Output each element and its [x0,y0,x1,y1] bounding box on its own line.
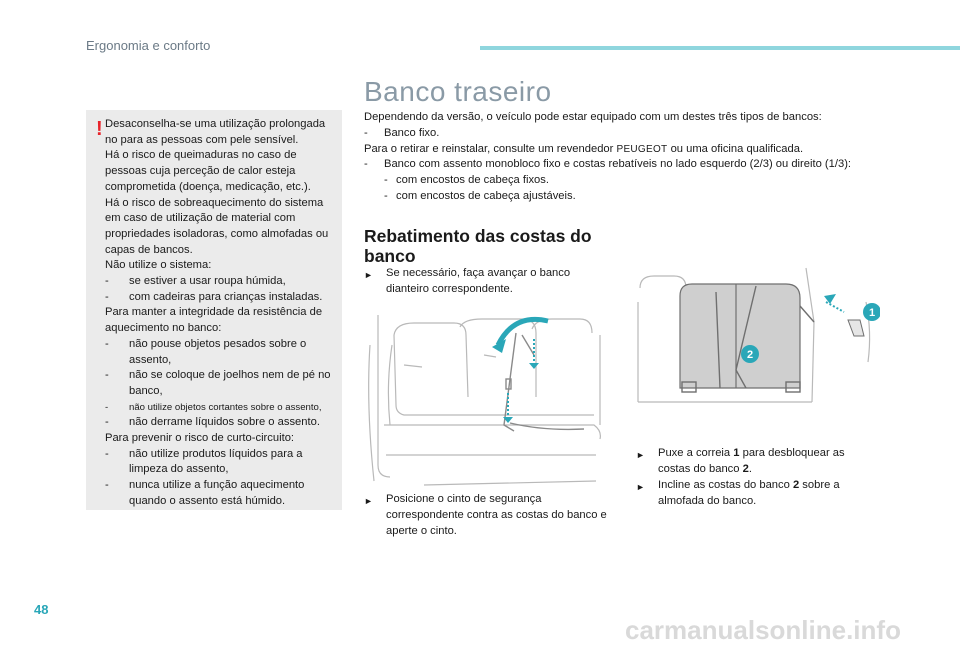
step-4: ► Incline as costas do banco 2 sobre a almofada do banco. [636,478,876,510]
callout-label-2: 2 [746,349,754,361]
section-intro [364,110,914,205]
step-1: ► Se necessário, faça avançar o banco dianteiro correspondente. [364,266,614,298]
list-subitem: - com encostos de cabeça fixos. [384,174,549,187]
watermark: carmanualsonline.info [625,615,901,645]
chapter-title: Ergonomia e conforto [86,38,211,53]
warning-line: Não utilize o sistema: [105,259,212,272]
list-item: - se estiver a usar roupa húmida, [105,275,286,288]
list-item: - com cadeiras para crianças instaladas. [105,290,323,303]
warning-line: Para prevenir o risco de curto-circuito: [105,432,295,445]
step-2: ► Posicione o cinto de segurança correspondente contra as costas do banco e aperte o cinto. [364,492,619,539]
seat-unlock-illustration [636,262,880,420]
list-item: - não se coloque de joelhos nem de pé no banco, [105,369,331,397]
list-subitem: - com encostos de cabeça ajustáveis. [384,189,576,202]
arrow-icon: ► [364,496,373,506]
subsection-title: Rebatimento das costas do banco [364,226,592,266]
intro-text: Dependendo da versão, o veículo pode estar equipado com um destes três tipos de bancos: [364,111,822,123]
chapter-accent-bar [480,46,960,50]
step-3: ► Puxe a correia 1 para desbloquear as costas do banco 2. [636,446,876,478]
seat-belt-illustration [364,305,604,487]
warning-text [105,117,337,510]
list-item: - Banco fixo. [364,126,440,139]
arrow-icon: ► [636,450,645,460]
brand-name: PEUGEOT [616,143,668,155]
section-title: Banco traseiro [364,76,552,107]
list-item: - não utilize objetos cortantes sobre o assento, [105,401,322,413]
exclamation-icon: ! [96,118,103,140]
arrow-icon: ► [636,482,645,492]
warning-line: Há o risco de sobreaquecimento do sistema em caso de utilização de material com propriedades isoladoras, como almofadas ou capas de bancos. [105,196,329,256]
list-item: - não derrame líquidos sobre o assento. [105,416,320,429]
arrow-icon: ► [364,270,373,280]
warning-line: Há o risco de queimaduras no caso de pessoas cuja perceção de calor esteja comprometida (doença, medicação, etc.). [105,149,311,193]
list-item: - Banco com assento monobloco fixo e costas rebatíveis no lado esquerdo (2/3) ou direito (1/3): [364,158,852,171]
callout-label-1: 1 [868,307,876,319]
remove-text: Para o retirar e reinstalar, consulte um revendedor PEUGEOT ou uma oficina qualificada. [364,142,804,155]
page-number: 48 [34,602,49,617]
warning-line: Para manter a integridade da resistência de aquecimento no banco: [105,306,323,335]
list-item: - não utilize produtos líquidos para a limpeza do assento, [105,447,303,476]
list-item: - nunca utilize a função aquecimento quando o assento está húmido. [105,479,305,507]
list-item: - não pouse objetos pesados sobre o assento, [105,337,307,366]
warning-line: Desaconselha-se uma utilização prolongada no para as pessoas com pele sensível. [105,118,326,146]
